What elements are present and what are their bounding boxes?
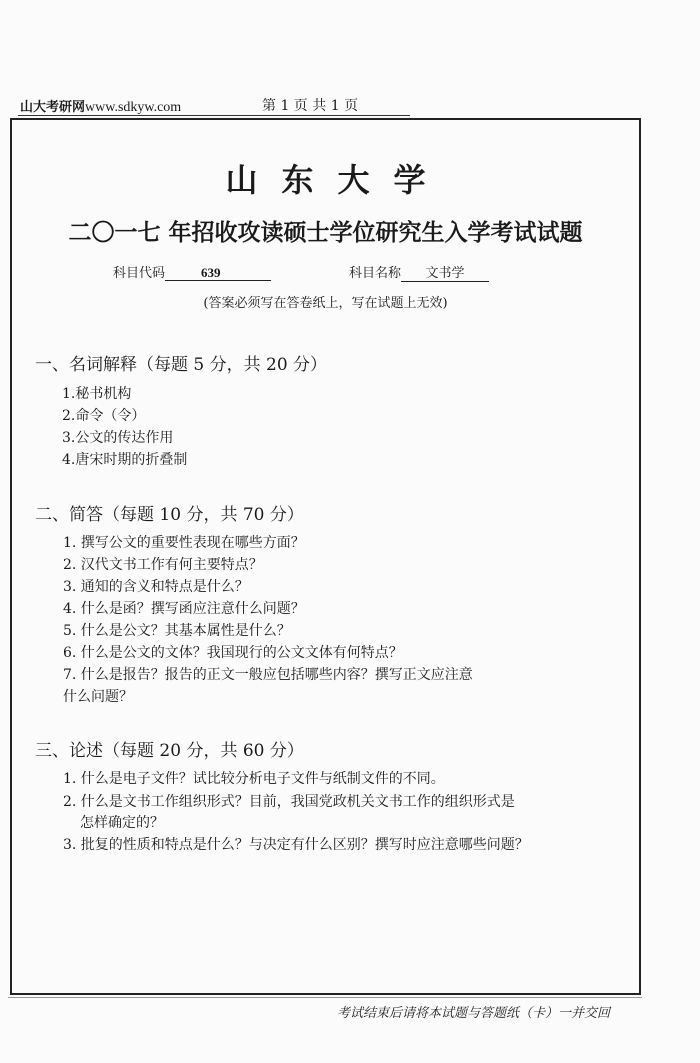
question-item: 1. 撰写公文的重要性表现在哪些方面？: [63, 535, 305, 551]
question-item: 4.唐宋时期的折叠制: [62, 452, 188, 468]
subject-name: [349, 262, 489, 282]
question-item: 6. 什么是公文的文体？我国现行的公文文体有何特点？: [63, 645, 403, 661]
question-item: 7. 什么是报告？报告的正文一般应包括哪些内容？撰写正文应注意: [63, 667, 473, 683]
subject-name-value: 文书学: [401, 266, 489, 282]
question-item: 3. 通知的含义和特点是什么？: [63, 579, 249, 595]
answer-notice: (答案必须写在答卷纸上，写在试题上无效): [203, 296, 448, 311]
site-name: 山大考研网: [20, 100, 86, 115]
subject-code-value: 639: [165, 265, 271, 281]
question-item: 2. 什么是文书工作组织形式？目前，我国党政机关文书工作的组织形式是: [63, 794, 515, 810]
footer-divider: [8, 997, 642, 998]
header-divider: [18, 115, 410, 116]
subject-name-label: 科目名称: [349, 266, 402, 281]
question-item: 2.命令（令）: [62, 408, 146, 424]
question-item-continuation: 什么问题？: [63, 689, 133, 705]
question-item: 3.公文的传达作用: [62, 430, 174, 446]
footer-note: 考试结束后请将本试题与答题纸（卡）一并交回: [337, 1006, 611, 1021]
question-item: 5. 什么是公文？其基本属性是什么？: [63, 623, 291, 639]
site-header: [20, 96, 181, 116]
section-title-2: 二、简答（每题 10 分，共 70 分）: [35, 505, 304, 525]
section-title-3: 三、论述（每题 20 分，共 60 分）: [35, 741, 304, 761]
site-url[interactable]: www.sdkyw.com: [85, 100, 182, 115]
question-item: 1.秘书机构: [62, 386, 132, 402]
question-item: 3. 批复的性质和特点是什么？与决定有什么区别？撰写时应注意哪些问题？: [63, 837, 529, 853]
question-item-continuation: 怎样确定的？: [80, 815, 164, 831]
question-item: 1. 什么是电子文件？试比较分析电子文件与纸制文件的不同。: [63, 771, 445, 787]
university-name: 山东大学: [225, 161, 450, 199]
question-item: 2. 汉代文书工作有何主要特点？: [63, 557, 263, 573]
question-item: 4. 什么是函？撰写函应注意什么问题？: [63, 601, 305, 617]
subject-code-label: 科目代码: [113, 266, 166, 281]
page-info: 第 1 页 共 1 页: [262, 98, 359, 114]
exam-title: 二〇一七 年招收攻读硕士学位研究生入学考试试题: [68, 219, 583, 246]
section-title-1: 一、名词解释（每题 5 分，共 20 分）: [35, 355, 328, 375]
subject-code: [113, 262, 271, 281]
